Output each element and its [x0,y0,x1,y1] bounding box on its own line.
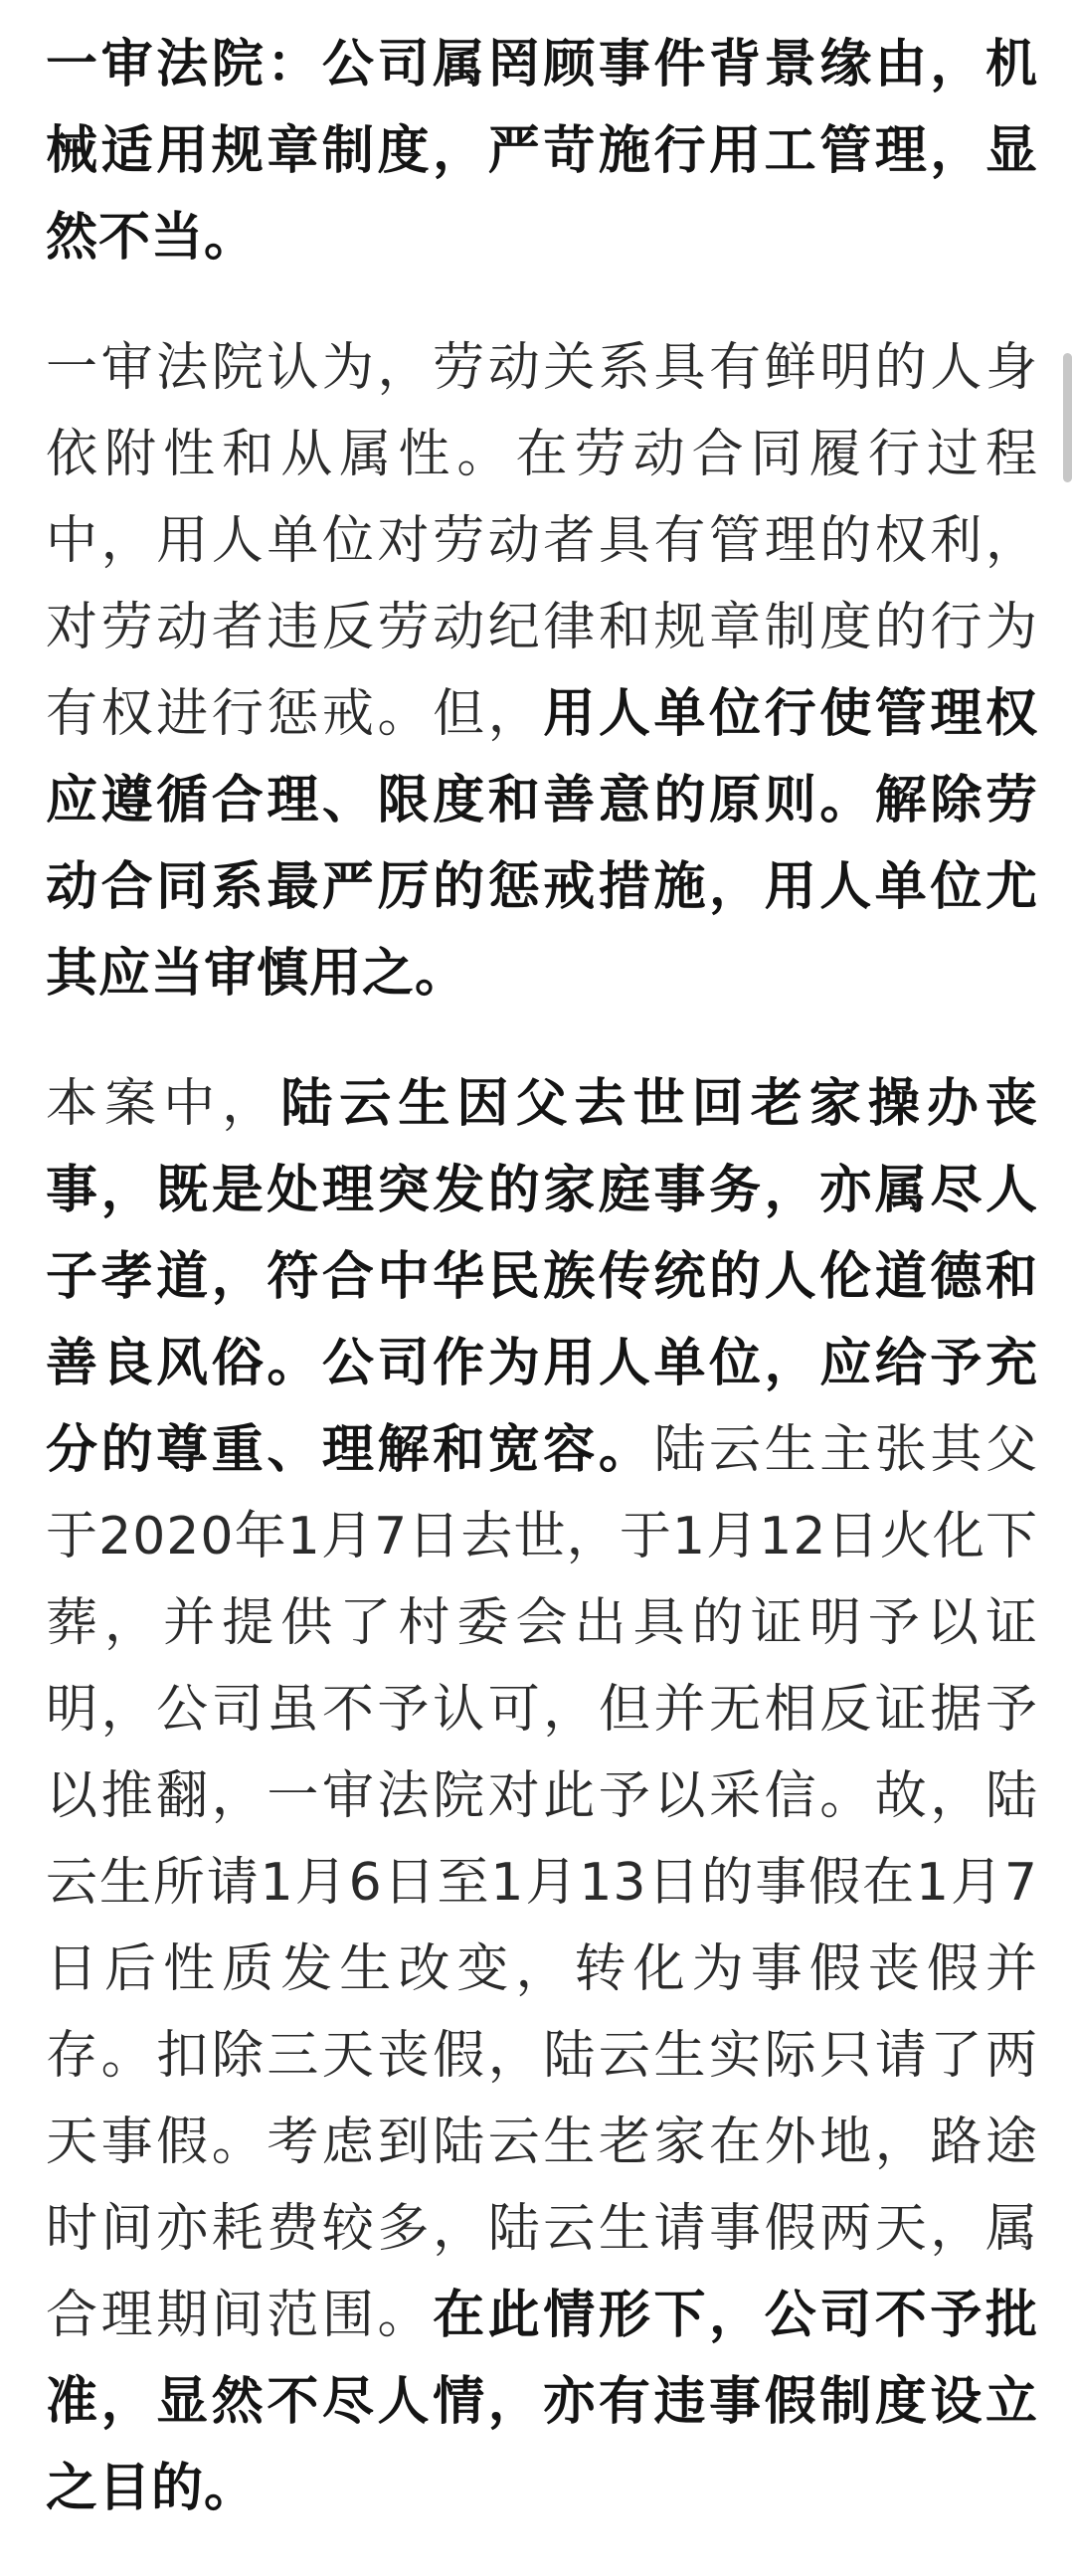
scrollbar-thumb[interactable] [1063,353,1072,482]
article-heading: 一审法院：公司属罔顾事件背景缘由，机械适用规章制度，严苛施行用工管理，显然不当。 [46,35,1038,268]
paragraph-court-opinion [46,325,1038,1017]
paragraph-2-segment-3: 陆云生主张其父于2020年1月7日去世，于1月12日火化下葬，并提供了村委会出具的证明予以证明，公司虽不予认可，但并无相反证据予以推翻，一审法院对此予以采信。故，陆云生所请1月6日至1月13日的事假在1月7日后性质发生改变，转化为事假丧假并存。扣除三天丧假，陆云生实际只请了两天事假。考虑到陆云生老家在外地，路途时间亦耗费较多，陆云生请事假两天，属合理期间范围。 [46,1420,1038,2345]
paragraph-1-segment-2: 用人单位行使管理权应遵循合理、限度和善意的原则。解除劳动合同系最严厉的惩戒措施，用人单位尤其应当审慎用之。 [46,684,1038,1004]
paragraph-2-segment-1: 本案中， [46,1074,281,1134]
paragraph-2-segment-2: 陆云生因父去世回老家操办丧事，既是处理突发的家庭事务，亦属尽人子孝道，符合中华民族传统的人伦道德和善良风俗。公司作为用人单位，应给予充分的尊重、理解和宽容。 [46,1074,1038,1480]
paragraph-1-segment-1: 一审法院认为，劳动关系具有鲜明的人身依附性和从属性。在劳动合同履行过程中，用人单位对劳动者具有管理的权利，对劳动者违反劳动纪律和规章制度的行为有权进行惩戒。但， [46,338,1038,744]
paragraph-2-segment-4: 在此情形下，公司不予批准，显然不尽人情，亦有违事假制度设立之目的。 [46,2286,1038,2518]
article-body [46,22,1038,2576]
paragraph-case-analysis [46,1061,1038,2532]
